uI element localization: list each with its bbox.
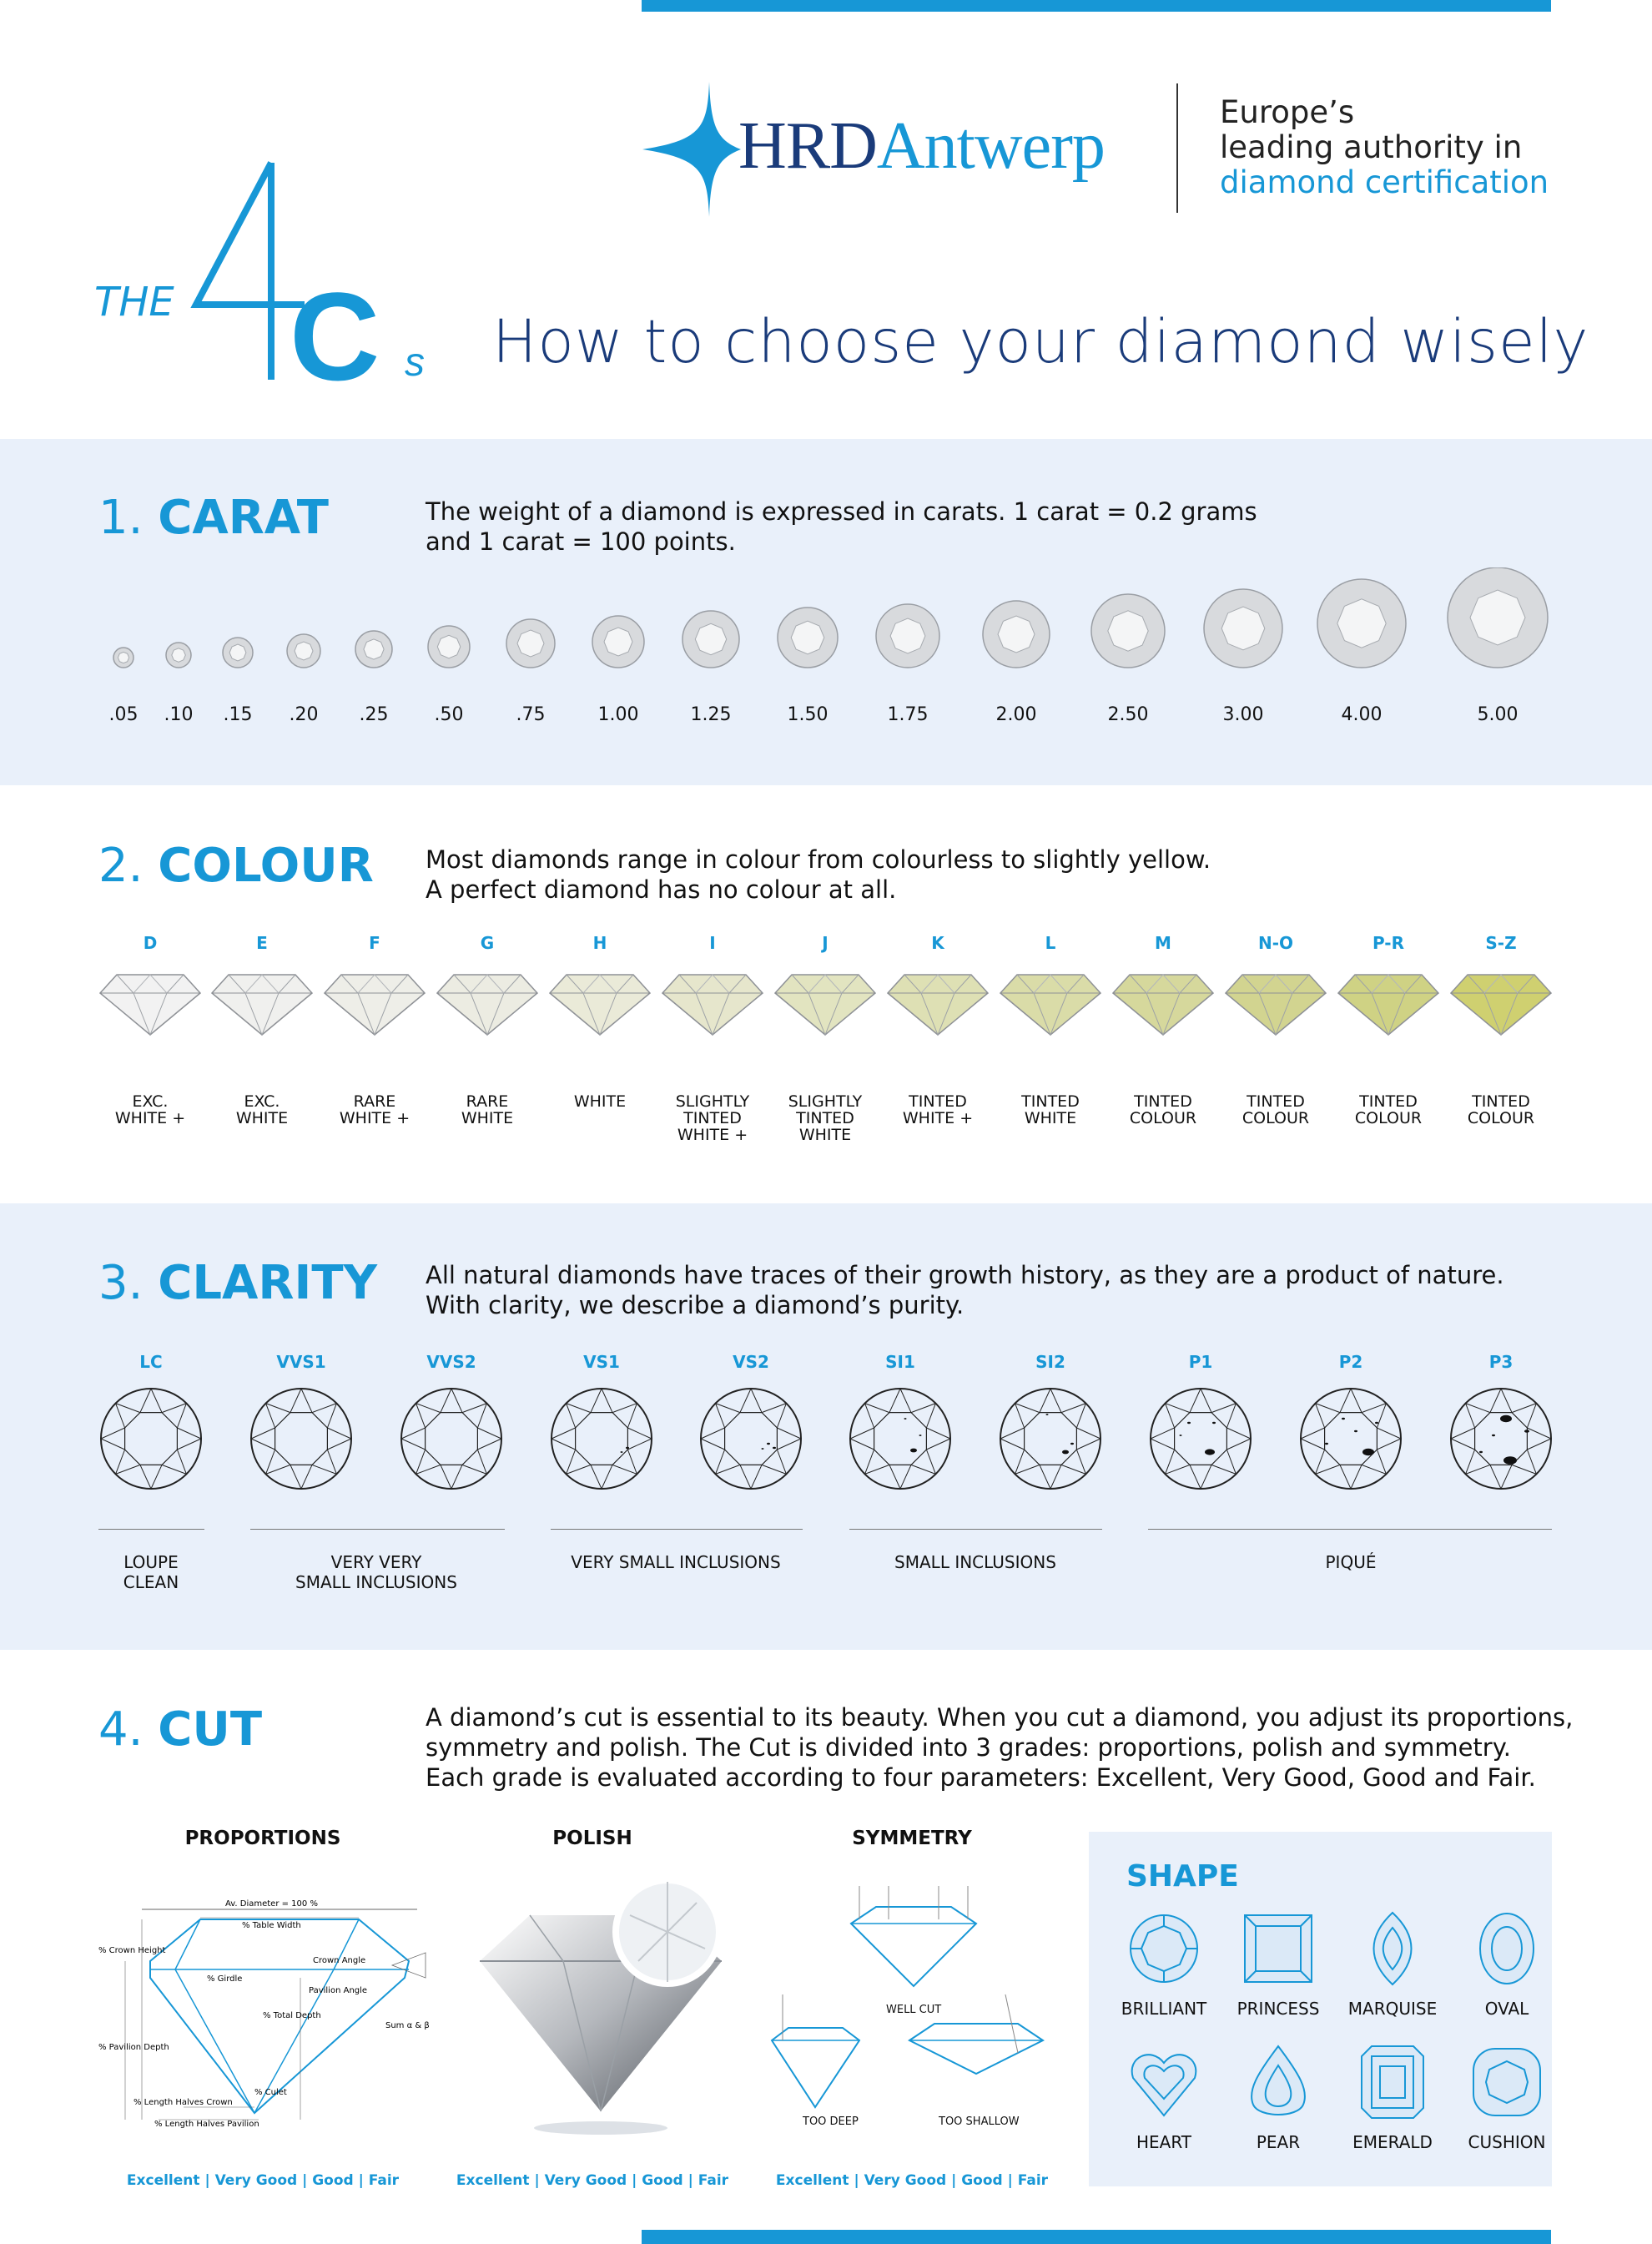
- svg-text:Pavilion Angle: Pavilion Angle: [309, 1986, 368, 1995]
- well-cut-label: WELL CUT: [886, 2004, 942, 2016]
- clarity-scale: [0, 1344, 1652, 1627]
- colour-diamond-S-Z: [1449, 970, 1553, 1040]
- too-shallow-label: TOO SHALLOW: [939, 2115, 1020, 2128]
- clarity-grade-label: SI2: [1035, 1352, 1065, 1372]
- oval-shape-icon: [1469, 1911, 1544, 1989]
- clarity-grade-label: LC: [139, 1352, 163, 1372]
- colour-description-label: SLIGHTLY TINTED WHITE +: [675, 1092, 750, 1144]
- colour-description-label: RARE WHITE: [461, 1092, 514, 1127]
- colour-grade-label: I: [709, 933, 716, 953]
- shape-label: PRINCESS: [1236, 1999, 1320, 2019]
- clarity-group-divider: [98, 1529, 204, 1530]
- carat-label: .15: [223, 704, 253, 725]
- clarity-diagram-VS2: [698, 1385, 804, 1495]
- colour-description-label: TINTED WHITE +: [902, 1092, 974, 1127]
- polish-grades: Excellent | Very Good | Good | Fair: [456, 2172, 729, 2189]
- colour-description-label: RARE WHITE +: [339, 1092, 410, 1127]
- colour-diamond-H: [548, 970, 652, 1040]
- page-title: How to choose your diamond wisely: [492, 307, 1589, 376]
- clarity-grade-label: VVS1: [276, 1352, 326, 1372]
- clarity-group-divider: [551, 1529, 803, 1530]
- clarity-group-divider: [849, 1529, 1102, 1530]
- svg-text:% Length Halves Pavilion: % Length Halves Pavilion: [154, 2120, 259, 2129]
- carat-label: .75: [516, 704, 546, 725]
- colour-heading: 2. COLOUR: [98, 839, 374, 893]
- clarity-grade-label: P1: [1188, 1352, 1213, 1372]
- carat-diamond-1.50: [778, 608, 838, 668]
- svg-text:% Pavilion Depth: % Pavilion Depth: [98, 2043, 169, 2052]
- svg-text:Sum α & β: Sum α & β: [385, 2021, 430, 2030]
- polish-diamond-image: [463, 1869, 738, 2145]
- colour-grade-label: K: [931, 933, 944, 953]
- colour-diamond-E: [210, 970, 314, 1040]
- shape-label: EMERALD: [1352, 2132, 1433, 2152]
- carat-diamond-1.00: [592, 616, 644, 668]
- colour-description-label: EXC. WHITE: [235, 1092, 289, 1127]
- clarity-heading: 3. CLARITY: [98, 1256, 378, 1310]
- colour-diamond-J: [773, 970, 877, 1040]
- heart-shape-icon: [1126, 2045, 1201, 2123]
- colour-diamond-K: [886, 970, 990, 1040]
- svg-text:% Girdle: % Girdle: [207, 1974, 243, 1984]
- carat-label: .25: [359, 704, 389, 725]
- colour-diamond-L: [999, 970, 1102, 1040]
- marquise-shape-icon: [1355, 1911, 1430, 1989]
- carat-diamond-.20: [287, 634, 320, 668]
- carat-label: 1.00: [597, 704, 639, 725]
- colour-grade-label: F: [369, 933, 380, 953]
- clarity-group-divider: [1148, 1529, 1552, 1530]
- svg-text:Av. Diameter = 100 %: Av. Diameter = 100 %: [225, 1899, 318, 1909]
- carat-diamond-1.25: [682, 611, 739, 668]
- colour-grade-label: P-R: [1372, 933, 1404, 953]
- shape-grid: [1089, 1903, 1552, 2186]
- emerald-shape-icon: [1355, 2045, 1430, 2123]
- bottom-accent-bar: [642, 2230, 1551, 2244]
- colour-description-label: TINTED COLOUR: [1467, 1092, 1535, 1127]
- colour-diamond-G: [436, 970, 539, 1040]
- symmetry-title: SYMMETRY: [852, 1828, 972, 1849]
- svg-text:Crown Angle: Crown Angle: [313, 1956, 366, 1965]
- colour-grade-label: L: [1045, 933, 1056, 953]
- clarity-diagram-SI1: [847, 1385, 954, 1495]
- colour-description-label: SLIGHTLY TINTED WHITE: [788, 1092, 863, 1144]
- princess-shape-icon: [1241, 1911, 1316, 1989]
- colour-description-label: EXC. WHITE +: [114, 1092, 186, 1127]
- clarity-group-divider: [250, 1529, 505, 1530]
- the-label: THE: [94, 279, 174, 325]
- cut-description: A diamond’s cut is essential to its beauty. When you cut a diamond, you adjust its proportions, symmetry and polish. The Cut is divided into 3 grades: proportions, polish and symmetry. Each grade is evaluated according to four parameters: Excellent, Very Good, Good and Fair.: [426, 1703, 1574, 1792]
- carat-diamond-3.00: [1204, 589, 1282, 668]
- clarity-diagram-VS1: [548, 1385, 655, 1495]
- clarity-diagram-P1: [1147, 1385, 1254, 1495]
- clarity-group-label: VERY VERY SMALL INCLUSIONS: [295, 1552, 457, 1592]
- svg-text:% Culet: % Culet: [254, 2088, 287, 2097]
- carat-diamond-.75: [506, 619, 555, 668]
- symmetry-grades: Excellent | Very Good | Good | Fair: [775, 2172, 1049, 2189]
- four-cs-mark: [188, 154, 438, 396]
- carat-description: The weight of a diamond is expressed in carats. 1 carat = 0.2 grams and 1 carat = 100 points.: [426, 497, 1257, 556]
- colour-diamond-M: [1111, 970, 1215, 1040]
- clarity-grade-label: P3: [1488, 1352, 1513, 1372]
- carat-label: 5.00: [1477, 704, 1519, 725]
- svg-text:% Total Depth: % Total Depth: [263, 2011, 321, 2020]
- svg-text:% Crown Height: % Crown Height: [98, 1946, 166, 1955]
- clarity-grade-label: VVS2: [426, 1352, 476, 1372]
- colour-scale: [0, 926, 1652, 1160]
- carat-label: 2.50: [1107, 704, 1149, 725]
- shape-title: SHAPE: [1126, 1859, 1239, 1894]
- carat-diamond-row: [0, 567, 1652, 734]
- clarity-diagram-VVS2: [398, 1385, 505, 1495]
- shape-label: PEAR: [1256, 2132, 1301, 2152]
- clarity-diagram-LC: [98, 1385, 204, 1495]
- carat-label: 2.00: [995, 704, 1037, 725]
- colour-grade-label: N-O: [1257, 933, 1294, 953]
- carat-label: .10: [164, 704, 194, 725]
- clarity-grade-label: VS1: [583, 1352, 620, 1372]
- cushion-shape-icon: [1469, 2045, 1544, 2123]
- clarity-grade-label: P2: [1338, 1352, 1363, 1372]
- clarity-diagram-P2: [1297, 1385, 1404, 1495]
- carat-label: 4.00: [1341, 704, 1383, 725]
- proportions-title: PROPORTIONS: [184, 1828, 341, 1849]
- top-accent-bar: [642, 0, 1551, 12]
- polish-title: POLISH: [552, 1828, 632, 1849]
- carat-diamond-2.00: [983, 601, 1050, 668]
- shape-label: CUSHION: [1468, 2132, 1546, 2152]
- shape-label: BRILLIANT: [1121, 1999, 1207, 2019]
- colour-description-label: WHITE: [573, 1092, 627, 1111]
- clarity-diagram-VVS1: [248, 1385, 355, 1495]
- clarity-diagram-P3: [1448, 1385, 1554, 1495]
- colour-grade-label: G: [480, 933, 495, 953]
- carat-diamond-5.00: [1448, 567, 1548, 668]
- colour-diamond-N-O: [1224, 970, 1327, 1040]
- pear-shape-icon: [1241, 2045, 1316, 2123]
- clarity-diagram-SI2: [997, 1385, 1104, 1495]
- logo-wordmark: HRDAntwerp: [738, 109, 1105, 183]
- svg-text:% Length Halves Crown: % Length Halves Crown: [133, 2098, 233, 2107]
- logo-divider: [1176, 83, 1178, 213]
- colour-grade-label: H: [592, 933, 607, 953]
- shape-label: MARQUISE: [1347, 1999, 1438, 2019]
- colour-diamond-P-R: [1337, 970, 1440, 1040]
- carat-heading: 1. CARAT: [98, 491, 329, 545]
- colour-description-label: TINTED WHITE: [1021, 1092, 1080, 1127]
- colour-diamond-D: [98, 970, 202, 1040]
- cut-heading: 4. CUT: [98, 1702, 263, 1757]
- carat-label: 1.75: [887, 704, 929, 725]
- carat-label: .20: [289, 704, 319, 725]
- colour-description: Most diamonds range in colour from colourless to slightly yellow. A perfect diamond has no colour at all.: [426, 845, 1211, 904]
- clarity-group-label: LOUPE CLEAN: [123, 1552, 179, 1592]
- colour-diamond-I: [661, 970, 764, 1040]
- clarity-description: All natural diamonds have traces of their growth history, as they are a product of nature. With clarity, we describe a diamond’s purity.: [426, 1261, 1504, 1319]
- colour-description-label: TINTED COLOUR: [1242, 1092, 1310, 1127]
- svg-text:s: s: [405, 340, 425, 385]
- clarity-group-label: SMALL INCLUSIONS: [894, 1552, 1056, 1572]
- carat-diamond-.15: [223, 638, 253, 668]
- carat-label: 1.50: [787, 704, 829, 725]
- clarity-group-label: VERY SMALL INCLUSIONS: [571, 1552, 781, 1572]
- clarity-grade-label: VS2: [733, 1352, 769, 1372]
- carat-diamond-1.75: [876, 604, 939, 668]
- too-deep-label: TOO DEEP: [803, 2115, 859, 2128]
- symmetry-diagrams: [768, 1886, 1068, 2136]
- carat-label: 1.25: [690, 704, 732, 725]
- logo-star-icon: [642, 82, 741, 217]
- proportions-grades: Excellent | Very Good | Good | Fair: [126, 2172, 400, 2189]
- shape-label: HEART: [1136, 2132, 1191, 2152]
- carat-diamond-4.00: [1317, 579, 1406, 668]
- clarity-group-label: PIQUÉ: [1325, 1552, 1377, 1572]
- colour-description-label: TINTED COLOUR: [1129, 1092, 1197, 1127]
- carat-label: 3.00: [1222, 704, 1264, 725]
- brilliant-shape-icon: [1126, 1911, 1201, 1989]
- colour-grade-label: D: [143, 933, 158, 953]
- carat-diamond-2.50: [1091, 594, 1165, 668]
- svg-text:% Table Width: % Table Width: [242, 1921, 301, 1930]
- colour-diamond-F: [323, 970, 426, 1040]
- colour-grade-label: S-Z: [1485, 933, 1517, 953]
- tagline: Europe’s leading authority in diamond certification: [1220, 94, 1549, 200]
- proportions-diagram: [92, 1894, 476, 2145]
- carat-diamond-.05: [113, 648, 133, 668]
- carat-label: .50: [434, 704, 464, 725]
- svg-text:C: C: [290, 266, 380, 392]
- colour-grade-label: E: [256, 933, 268, 953]
- clarity-grade-label: SI1: [885, 1352, 915, 1372]
- colour-grade-label: J: [822, 933, 829, 953]
- colour-description-label: TINTED COLOUR: [1354, 1092, 1423, 1127]
- carat-label: .05: [108, 704, 139, 725]
- carat-diamond-.50: [428, 626, 470, 668]
- shape-label: OVAL: [1484, 1999, 1529, 2019]
- colour-grade-label: M: [1155, 933, 1171, 953]
- carat-diamond-.25: [355, 631, 392, 668]
- carat-diamond-.10: [166, 643, 191, 668]
